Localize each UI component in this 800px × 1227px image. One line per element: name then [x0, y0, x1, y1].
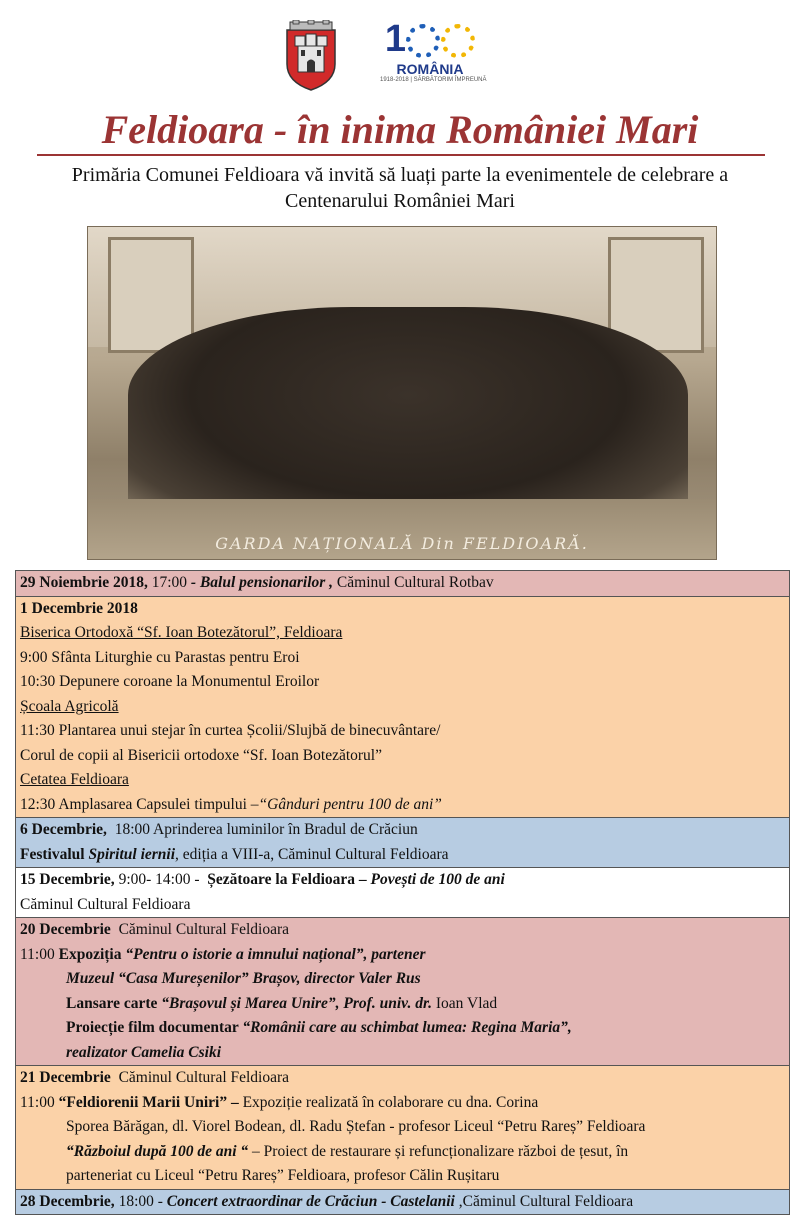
event-block-29-nov: 29 Noiembrie 2018, 17:00 - Balul pensionarilor , Căminul Cultural Rotbav	[16, 571, 789, 597]
logo-bar	[0, 14, 800, 94]
romania-centenary-logo: 1 ROMÂNIA 1918-2018 | SĂRBĂTORIM ÎMPREUNĂ	[380, 18, 487, 83]
location-church: Biserica Ortodoxă “Sf. Ioan Botezătorul”, Feldioara	[20, 624, 343, 641]
title-underline	[37, 154, 765, 156]
historic-group-photo	[87, 226, 717, 560]
location-fortress: Cetatea Feldioara	[20, 771, 129, 788]
event-block-28-dec: 28 Decembrie, 18:00 - Concert extraordinar de Crăciun - Castelanii ,Căminul Cultural Feldioara	[16, 1190, 789, 1215]
photo-caption: GARDA NAȚIONALĂ Din FELDIOARĂ.	[215, 534, 589, 553]
event-block-6-dec: 6 Decembrie, 18:00 Aprinderea luminilor în Bradul de Crăciun Festivalul Spiritul iernii, ediția a VIII-a, Căminul Cultural Feldioara	[16, 818, 789, 868]
event-block-15-dec: 15 Decembrie, 9:00- 14:00 - Șezătoare la Feldioara – Povești de 100 de ani Căminul Cultural Feldioara	[16, 868, 789, 918]
event-block-21-dec: 21 Decembrie Căminul Cultural Feldioara 11:00 “Feldiorenii Marii Uniri” – Expoziție realizată în colaborare cu dna. Corina Sporea Bărăgan, dl. Viorel Bodean, dl. Radu Ștefan - profesor Liceul “Petru Rareș” Feldioara “Războiul după 100 de ani “ – Proiect de restaurare și refuncționalizare război de țesut, în parteneriat cu Liceul “Petru Rareș” Feldioara, profesor Călin Rușitaru	[16, 1066, 789, 1190]
logo-country: ROMÂNIA	[396, 61, 464, 77]
logo-tagline: 1918-2018 | SĂRBĂTORIM ÎMPREUNĂ	[380, 77, 487, 83]
event-block-1-dec: 1 Decembrie 2018 Biserica Ortodoxă “Sf. Ioan Botezătorul”, Feldioara 9:00 Sfânta Liturghie cu Parastas pentru Eroi 10:30 Depunere coroane la Monumentul Eroilor Școala Agricolă 11:30 Plantarea unui stejar în curtea Școlii/Slujbă de binecuvântare/ Corul de copii al Bisericii ortodoxe “Sf. Ioan Botezătorul” Cetatea Feldioara 12:30 Amplasarea Capsulei timpului –“Gânduri pentru 100 de ani”	[16, 597, 789, 819]
event-block-20-dec: 20 Decembrie Căminul Cultural Feldioara 11:00 Expoziția “Pentru o istorie a imnului național”, partener Muzeul “Casa Mureșenilor” Brașov, director Valer Rus Lansare carte “Brașovul și Marea Unire”, Prof. univ. dr. Ioan Vlad Proiecție film documentar “Românii care au schimbat lumea: Regina Maria”, realizator Camelia Csiki	[16, 918, 789, 1066]
page-title: Feldioara - în inima României Mari	[101, 107, 699, 152]
location-school: Școala Agricolă	[20, 697, 119, 715]
event-schedule	[15, 570, 790, 1215]
coat-of-arms-icon	[284, 20, 338, 92]
intro-text: Primăria Comunei Feldioara vă invită să luați parte la evenimentele de celebrare a Centenarului României Mari	[71, 164, 729, 212]
